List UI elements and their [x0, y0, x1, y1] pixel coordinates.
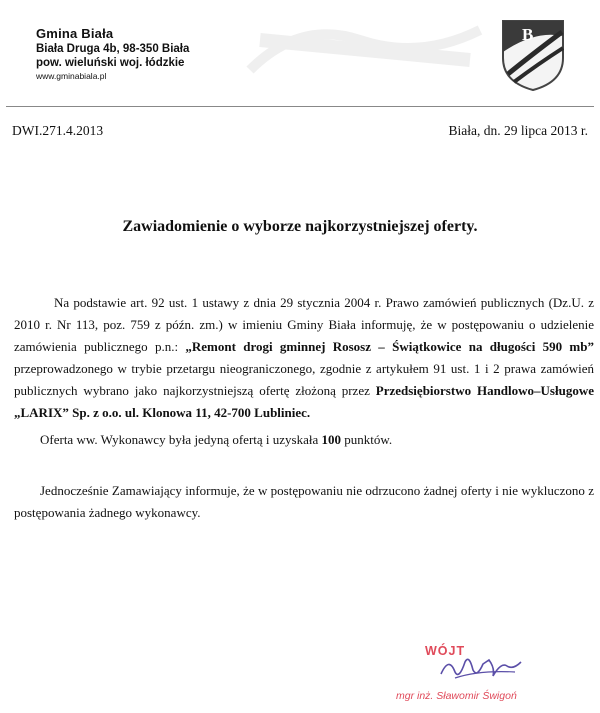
municipality-district: pow. wieluński woj. łódzkie — [36, 57, 185, 69]
municipality-name: Gmina Biała — [36, 26, 114, 41]
municipality-website: www.gminabiala.pl — [36, 71, 107, 81]
handwritten-signature — [435, 648, 525, 686]
signature-block — [380, 638, 580, 710]
paragraph2-text-a: Oferta ww. Wykonawcy była jedyną ofertą i uzyskała — [40, 432, 322, 447]
paragraph1-text-a: Na podstawie art. 92 ust. 1 ustawy z dnia 29 stycznia 2004 r. Prawo zamówień publicznych (Dz.U. z 2010 r. Nr 113, poz. 759 z późn. zm.) w imieniu Gminy Biała informuję, że w postępowaniu o udzielenie zamówienia publicznego p.n.: — [14, 295, 594, 354]
header-divider — [6, 106, 594, 107]
winning-contractor: Przedsiębiorstwo Handlowo–Usługowe „LARIX” Sp. z o.o. ul. Klonowa 11, 42-700 Lubliniec. — [14, 383, 594, 420]
municipality-address: Biała Druga 4b, 98-350 Biała — [36, 43, 190, 55]
offer-points: 100 — [321, 432, 341, 447]
document-date: Biała, dn. 29 lipca 2013 r. — [448, 123, 588, 138]
project-name: „Remont drogi gminnej Rososz – Świątkowice na długości 590 mb” — [185, 339, 594, 354]
paragraph-legal-basis — [14, 292, 594, 424]
paragraph-score — [14, 429, 594, 451]
document-reference: DWI.271.4.2013 — [12, 123, 104, 138]
signature-title: WÓJT — [425, 644, 466, 658]
crest-letter: B — [522, 25, 534, 44]
document-body — [14, 292, 594, 524]
paragraph2-text-b: punktów. — [341, 432, 393, 447]
paragraph-no-rejections: Jednocześnie Zamawiający informuje, że w postępowaniu nie odrzucono żadnej oferty i nie wykluczono z postępowania żadnego wykonawcy. — [14, 483, 594, 520]
document-title: Zawiadomienie o wyborze najkorzystniejszej oferty. — [122, 218, 478, 235]
coat-of-arms-icon — [500, 18, 566, 92]
letterhead-watermark — [240, 10, 490, 80]
letterhead — [36, 26, 189, 81]
signatory-name: mgr inż. Sławomir Świgoń — [396, 690, 517, 702]
paragraph1-text-b: przeprowadzonego w trybie przetargu nieograniczonego, zgodnie z artykułem 91 ust. 1 i 2 prawa zamówień publicznych wybrano jako najkorzystniejszą ofertę złożoną przez — [14, 361, 594, 398]
